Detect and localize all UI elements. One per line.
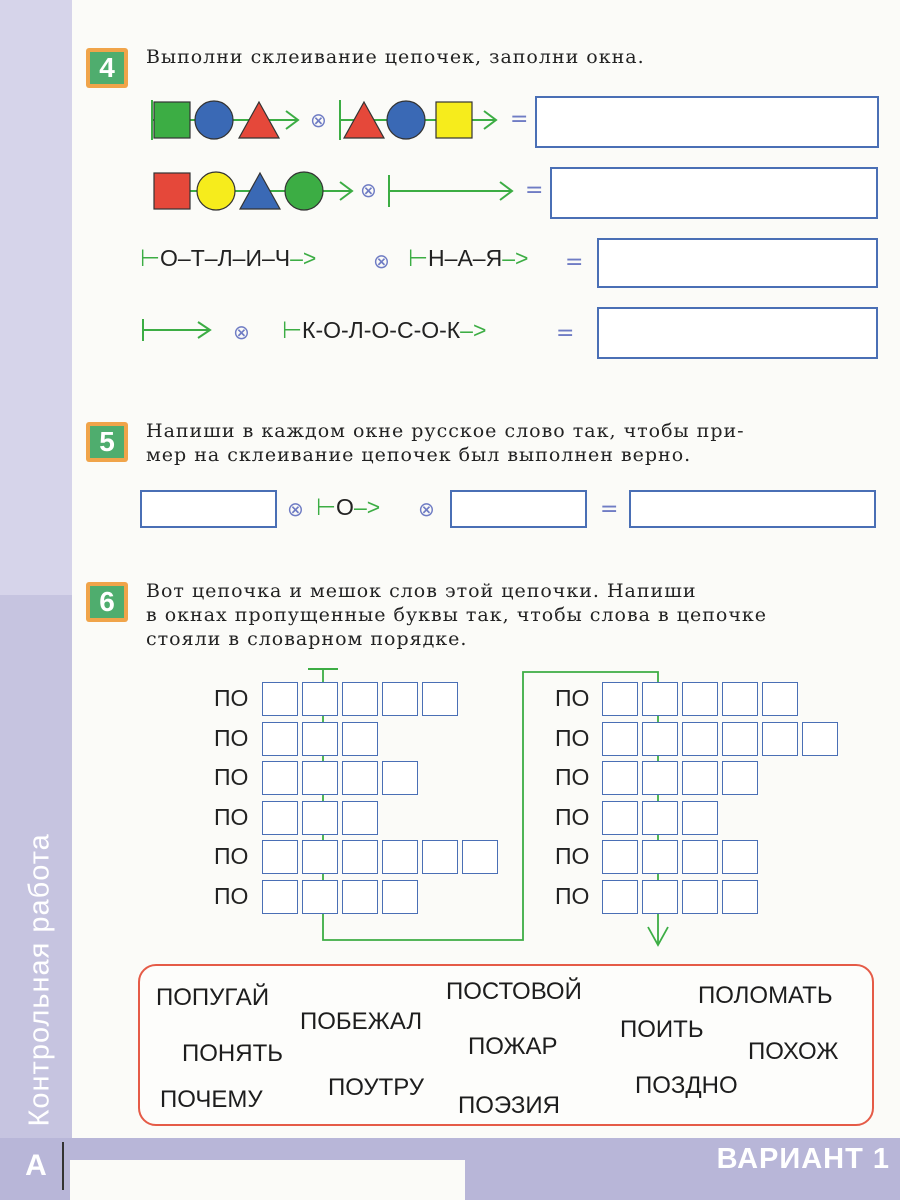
word-prefix: ПО [555,764,590,790]
task-5-operator-2: ⊗ [418,497,435,521]
task-5-badge [86,422,128,462]
bag-word: ПОЧЕМУ [160,1086,263,1113]
letter-cell[interactable] [682,880,718,914]
bag-word: ПОЗДНО [635,1072,738,1099]
letter-cell[interactable] [302,722,338,756]
bag-word: ПОХОЖ [748,1038,839,1065]
letter-cell[interactable] [682,801,718,835]
bag-word: ПОНЯТЬ [182,1040,283,1067]
chain-b [389,175,512,207]
letter-cell[interactable] [342,722,378,756]
letter-cell[interactable] [722,722,758,756]
letter-cell[interactable] [762,722,798,756]
task-4-badge [86,48,128,88]
letter-cell[interactable] [262,682,298,716]
letter-cell[interactable] [342,880,378,914]
letter-cell[interactable] [722,682,758,716]
task-4-row-2-operator: ⊗ [360,178,377,202]
letter-cell[interactable] [422,682,458,716]
task-4-row-4-chain-b [282,317,486,344]
task-5-left-word-box[interactable] [140,490,277,528]
letter-cell[interactable] [262,722,298,756]
yellow-circle-shape [197,172,235,210]
task-6-number: 6 [90,586,124,618]
chain-start-mark: ⊢ [282,317,303,343]
word-prefix: ПО [555,843,590,869]
letter-cell[interactable] [382,682,418,716]
sidebar-vertical-label: Контрольная работа [23,833,56,1127]
letter-cell[interactable] [642,682,678,716]
task-4-instruction: Выполни склеивание цепочек, заполни окна. [146,46,645,68]
corner-letter: А [10,1142,64,1190]
task-5-instruction-line-1: Напиши в каждом окне русское слово так, чтобы при- [146,420,745,442]
letter-cell[interactable] [682,722,718,756]
footer-blank [70,1160,465,1200]
task-5-operator-1: ⊗ [287,497,304,521]
task-5-result-box[interactable] [629,490,876,528]
letter-cell[interactable] [342,761,378,795]
letter-cell[interactable] [382,880,418,914]
task-6-badge [86,582,128,622]
letter-cell[interactable] [642,801,678,835]
letter-cell[interactable] [642,722,678,756]
letter-cell[interactable] [722,840,758,874]
letter-cell[interactable] [262,880,298,914]
chain-b [340,100,496,140]
letter-cell[interactable] [602,880,638,914]
letter-cell[interactable] [302,761,338,795]
word-prefix: ПО [555,803,590,830]
task-4-number: 4 [90,52,124,84]
letter-cell[interactable] [262,761,298,795]
word-prefix: ПО [555,685,590,711]
task-4-row-1-chains [140,96,520,146]
letter-cell[interactable] [302,840,338,874]
letter-cell[interactable] [722,880,758,914]
task-5-number: 5 [90,426,124,458]
chain-arrow: –> [353,494,381,520]
word-bag [138,964,874,1126]
word-prefix: ПО [214,685,249,711]
bag-word: ПОИТЬ [620,1016,704,1043]
blue-circle-shape [195,101,233,139]
chain-letters: Н–А–Я [428,245,503,271]
letter-cell[interactable] [342,840,378,874]
chain-start-mark: ⊢ [408,245,429,271]
sidebar-top [0,0,72,595]
letter-cell[interactable] [642,880,678,914]
word-prefix: ПО [214,803,249,830]
chain-letters: О–Т–Л–И–Ч [160,245,291,271]
bag-word: ПОСТОВОЙ [446,978,582,1005]
word-prefix: ПО [555,882,590,909]
letter-cell[interactable] [602,840,638,874]
letter-cell[interactable] [762,682,798,716]
letter-cell[interactable] [262,801,298,835]
letter-cell[interactable] [642,761,678,795]
chain-letters: О [336,494,354,520]
letter-cell[interactable] [722,761,758,795]
letter-cell[interactable] [382,840,418,874]
letter-cell[interactable] [342,682,378,716]
task-5-equals: = [600,497,619,522]
letter-cell[interactable] [342,801,378,835]
task-4-row-1-equals: = [510,107,529,132]
task-6-instruction-line-1: Вот цепочка и мешок слов этой цепочки. Напиши [146,580,697,602]
bag-word: ПОЭЗИЯ [458,1092,560,1119]
word-prefix: ПО [214,843,249,869]
letter-cell[interactable] [462,840,498,874]
green-square-shape [154,102,190,138]
task-6-instruction-line-2: в окнах пропущенные буквы так, чтобы слова в цепочке [146,604,767,626]
bag-word: ПОБЕЖАЛ [300,1008,423,1035]
task-4-row-4-answer-box[interactable] [597,307,878,359]
chain-arrow: –> [290,245,317,271]
chain-arrow: –> [460,317,487,343]
task-4-row-2-chains [140,167,520,217]
letter-cell[interactable] [602,801,638,835]
chain-start-mark: ⊢ [140,245,161,271]
task-4-row-1-operator: ⊗ [310,108,327,132]
letter-cell[interactable] [302,801,338,835]
word-prefix: ПО [214,882,249,909]
letter-cell[interactable] [302,682,338,716]
letter-cell[interactable] [262,840,298,874]
task-4-row-2-answer-box[interactable] [550,167,878,219]
task-4-row-2-equals: = [525,178,544,203]
task-4-row-1-answer-box[interactable] [535,96,879,148]
task-4-row-3-chain-a [140,245,316,272]
word-prefix: ПО [214,724,249,751]
task-4-row-4-operator: ⊗ [233,320,250,344]
word-prefix: ПО [555,724,590,751]
variant-label: ВАРИАНТ 1 [716,1143,890,1175]
chain-arrow: –> [502,245,529,271]
bag-word: ПОЛОМАТЬ [698,982,833,1009]
letter-cell[interactable] [682,840,718,874]
task-5-instruction-line-2: мер на склеивание цепочек был выполнен верно. [146,444,692,466]
letter-cell[interactable] [802,722,838,756]
red-square-shape [154,173,190,209]
chain-start-mark: ⊢ [316,494,337,520]
task-4-row-4-chain-a [140,315,220,345]
letter-cell[interactable] [642,840,678,874]
bag-word: ПОЖАР [468,1033,558,1060]
letter-cell[interactable] [602,761,638,795]
chain-a [154,172,352,210]
task-5-right-word-box[interactable] [450,490,587,528]
yellow-square-shape [436,102,472,138]
chain-letters: К-О-Л-О-С-О-К [302,317,461,343]
task-6-instruction-line-3: стояли в словарном порядке. [146,628,468,650]
green-circle-shape [285,172,323,210]
task-4-row-3-chain-b [408,245,528,272]
letter-cell[interactable] [302,880,338,914]
bag-word: ПОПУГАЙ [156,984,270,1011]
task-5-middle-chain [316,494,380,521]
bag-word: ПОУТРУ [328,1074,425,1101]
task-4-row-3-answer-box[interactable] [597,238,878,288]
letter-cell[interactable] [682,682,718,716]
letter-cell[interactable] [382,761,418,795]
blue-circle-shape [387,101,425,139]
task-4-row-3-operator: ⊗ [373,249,390,273]
word-prefix: ПО [214,764,249,790]
task-4-row-3-equals: = [565,250,584,275]
task-4-row-4-equals: = [556,321,575,346]
letter-cell[interactable] [602,682,638,716]
letter-cell[interactable] [682,761,718,795]
chain-a [152,100,298,140]
letter-cell[interactable] [602,722,638,756]
letter-cell[interactable] [422,840,458,874]
